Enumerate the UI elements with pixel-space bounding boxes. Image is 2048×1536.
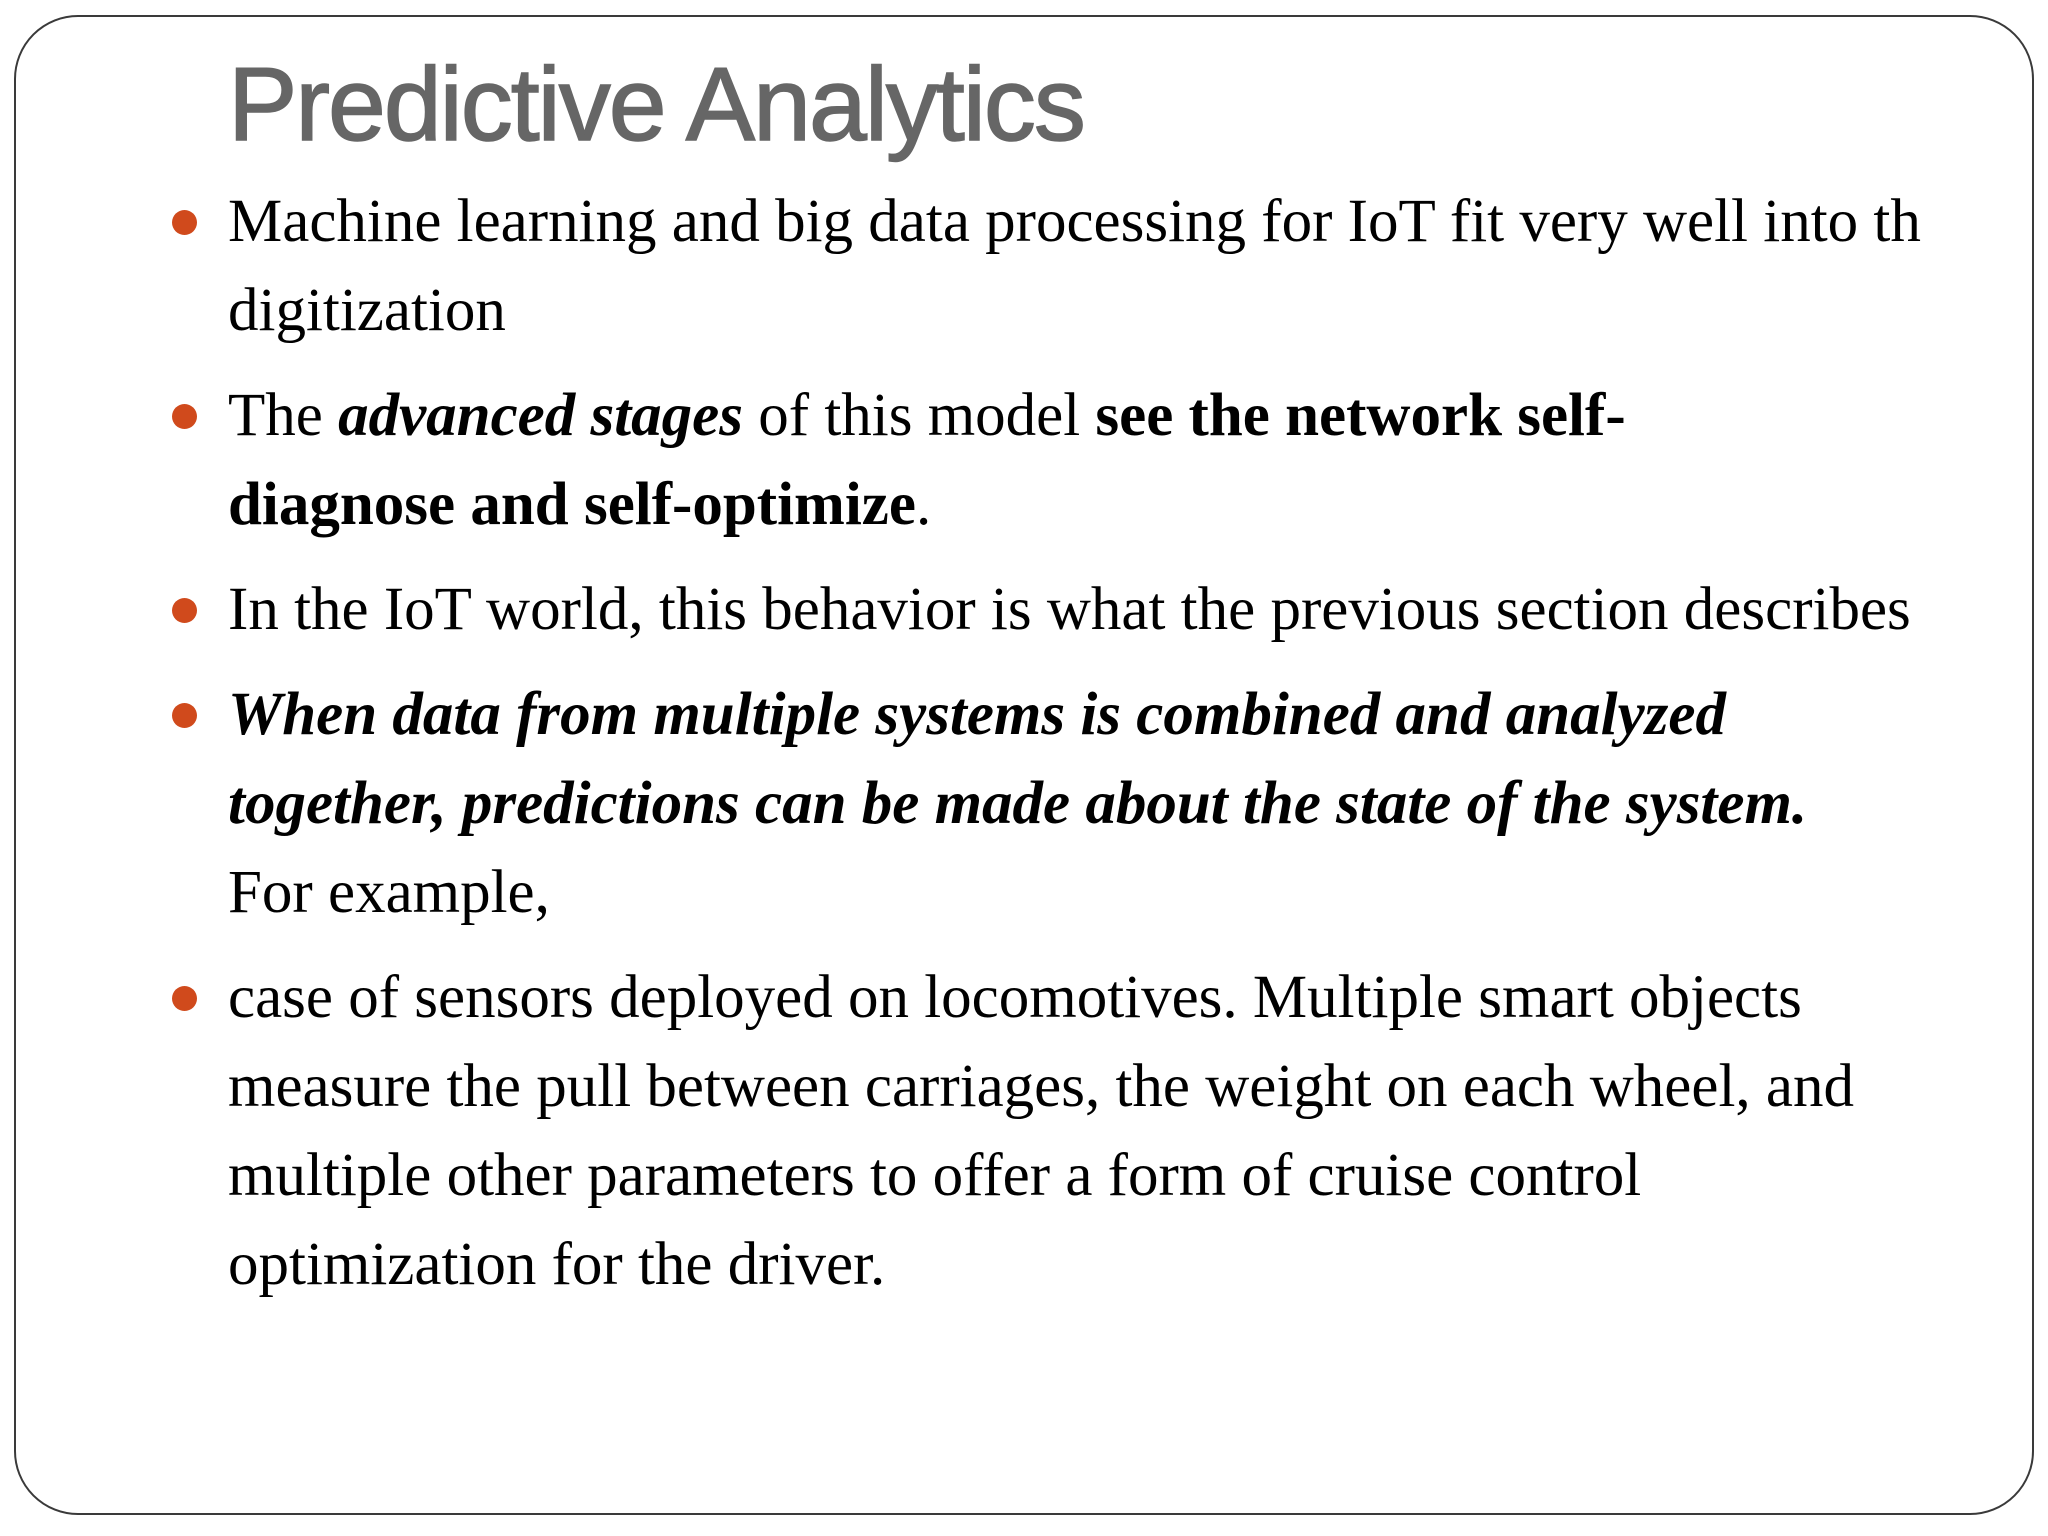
bullet-4-line-1: When data from multiple systems is combined and analyzed bbox=[228, 681, 1726, 748]
slide-title: Predictive Analytics bbox=[228, 47, 1084, 163]
bullet-marker-icon bbox=[172, 986, 197, 1011]
bullet-2-text-plain-2: of this model bbox=[743, 382, 1096, 449]
bullet-4-line-2: together, predictions can be made about the state of the system. bbox=[228, 770, 1808, 837]
bullet-5-line-1: case of sensors deployed on locomotives. Multiple smart objects bbox=[228, 964, 1802, 1031]
bullet-4-line-3: For example, bbox=[228, 859, 550, 926]
bullet-2-text-bold-2: diagnose and self-optimize bbox=[228, 471, 916, 538]
bullet-item-4 bbox=[16, 670, 2034, 937]
bullet-marker-icon bbox=[172, 404, 197, 429]
bullet-marker-icon bbox=[172, 703, 197, 728]
bullet-5-line-2: measure the pull between carriages, the weight on each wheel, and bbox=[228, 1053, 1854, 1120]
bullet-3-line-1: In the IoT world, this behavior is what the previous section describes bbox=[228, 576, 1911, 643]
bullet-2-line-2 bbox=[228, 460, 2034, 549]
bullet-marker-icon bbox=[172, 598, 197, 623]
bullet-2-text-plain: The bbox=[228, 382, 339, 449]
bullet-5-line-4: optimization for the driver. bbox=[228, 1231, 886, 1298]
slide-frame bbox=[14, 15, 2034, 1515]
bullet-item-1 bbox=[16, 177, 2034, 355]
bullet-item-2 bbox=[16, 371, 2034, 549]
bullet-list bbox=[16, 177, 2034, 1325]
bullet-2-line-1 bbox=[228, 371, 2034, 460]
bullet-item-3 bbox=[16, 565, 2034, 654]
bullet-2-text-emphasis: advanced stages bbox=[338, 382, 743, 449]
bullet-2-text-bold: see the network self- bbox=[1095, 382, 1626, 449]
bullet-5-line-3: multiple other parameters to offer a form of cruise control bbox=[228, 1142, 1642, 1209]
bullet-1-line-1: Machine learning and big data processing for IoT fit very well into th bbox=[228, 188, 1921, 255]
bullet-2-text-period: . bbox=[915, 471, 932, 538]
bullet-1-line-2: digitization bbox=[228, 277, 506, 344]
bullet-marker-icon bbox=[172, 210, 197, 235]
bullet-item-5 bbox=[16, 953, 2034, 1309]
